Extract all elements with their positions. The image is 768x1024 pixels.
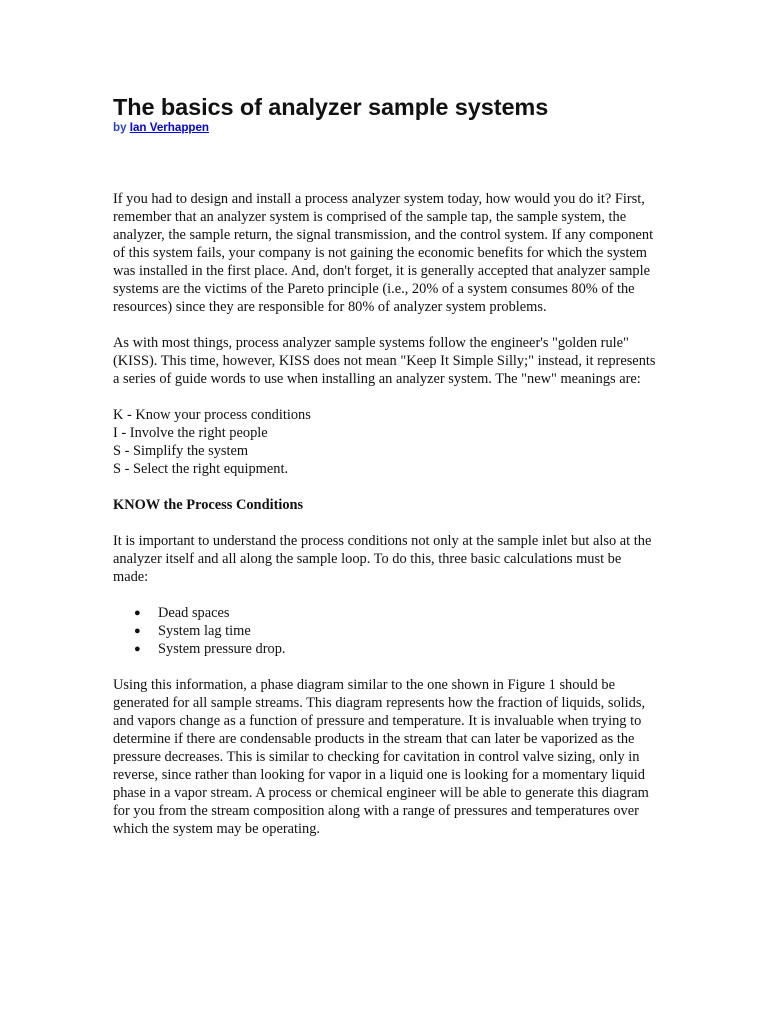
closing-paragraph: Using this information, a phase diagram similar to the one shown in Figure 1 should be generated for all sample streams. This diagram represents how the fraction of liquids, solids, and vapors change as a function of pressure and temperature. It is invaluable when trying to determine if there are condensable products in the stream that can later be vaporized as the pressure decreases. This is similar to checking for cavitation in control valve sizing, only in reverse, since rather than looking for vapor in a liquid one is looking for a momentary liquid phase in a vapor stream. A process or chemical engineer will be able to generate this diagram for you from the stream composition along with a range of pressures and temperatures over which the system may be operating. [113,677,649,837]
article-title: The basics of analyzer sample systems [113,94,549,120]
kiss-item-s1: S - Simplify the system [113,443,249,459]
byline-prefix: by [113,121,127,134]
kiss-item-i: I - Involve the right people [113,425,268,441]
bullet-icon: ● [134,607,141,619]
kiss-item-s2: S - Select the right equipment. [113,461,289,477]
intro-paragraph: If you had to design and install a process analyzer system today, how would you do it? First, remember that an analyzer system is comprised of the sample tap, the sample system, the analyzer, the sample return, the signal transmission, and the control system. If any component of this system fails, your company is not gaining the economic benefits for which the system was installed in the first place. And, don't forget, it is generally accepted that analyzer sample systems are the victims of the Pareto principle (i.e., 20% of a system consumes 80% of the resources) since they are responsible for 80% of analyzer system problems. [113,191,654,315]
kiss-paragraph: As with most things, process analyzer sample systems follow the engineer's "golden rule" (KISS). This time, however, KISS does not mean "Keep It Simple Silly;" instead, it represents a series of guide words to use when installing an analyzer system. The "new" meanings are: [113,335,656,387]
calculations-list [113,604,658,658]
article-body [113,93,658,838]
section-intro-paragraph: It is important to understand the process conditions not only at the sample inlet but also at the analyzer itself and all along the sample loop. To do this, three basic calculations must be made: [113,533,652,585]
list-item [134,640,658,658]
list-item [134,622,658,640]
section-heading: KNOW the Process Conditions [113,497,304,513]
bullet-icon: ● [134,643,141,655]
list-item-label: System lag time [158,623,251,639]
list-item [134,604,658,622]
list-item-label: System pressure drop. [158,641,286,657]
kiss-item-k: K - Know your process conditions [113,407,311,423]
kiss-list [113,406,658,478]
byline [113,121,658,135]
bullet-icon: ● [134,625,141,637]
author-link[interactable]: Ian Verhappen [129,121,210,134]
list-item-label: Dead spaces [158,605,230,621]
